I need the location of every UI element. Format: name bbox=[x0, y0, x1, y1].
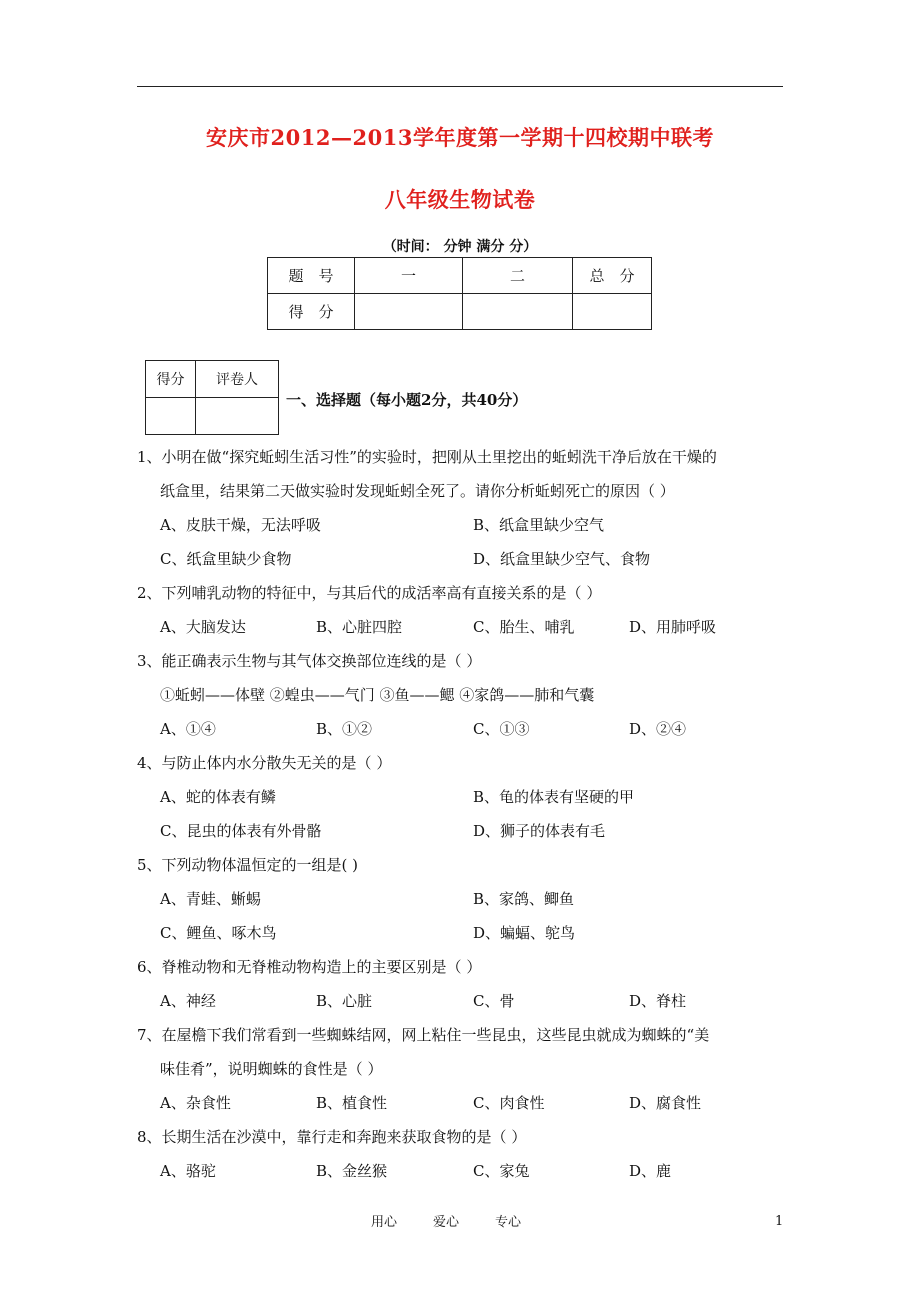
question-1-cont: 纸盒里，结果第二天做实验时发现蚯蚓全死了。请你分析蚯蚓死亡的原因（ ） bbox=[160, 482, 675, 500]
question-3-items: ①蚯蚓——体壁 ②蝗虫——气门 ③鱼——鳃 ④家鸽——肺和气囊 bbox=[160, 686, 595, 704]
question-2-option-b: B、心脏四腔 bbox=[316, 618, 403, 636]
score-header-cell: 题 号 bbox=[268, 258, 355, 294]
question-4-option-b: B、龟的体表有坚硬的甲 bbox=[473, 788, 635, 806]
score-header-cell: 一 bbox=[355, 258, 463, 294]
score-row-label: 得 分 bbox=[268, 294, 355, 330]
question-6: 6、脊椎动物和无脊椎动物构造上的主要区别是（ ） bbox=[137, 958, 482, 976]
page-number: 1 bbox=[775, 1214, 784, 1229]
section-title: 一、选择题（每小题2分，共40分） bbox=[286, 391, 528, 409]
question-7: 7、在屋檐下我们常看到一些蜘蛛结网，网上粘住一些昆虫，这些昆虫就成为蜘蛛的“美 bbox=[137, 1026, 710, 1044]
question-2-option-a: A、大脑发达 bbox=[160, 618, 246, 636]
question-5-option-a: A、青蛙、蜥蜴 bbox=[160, 890, 261, 908]
question-1-option-d: D、纸盒里缺少空气、食物 bbox=[473, 550, 651, 568]
question-5: 5、下列动物体温恒定的一组是( ) bbox=[137, 856, 359, 874]
header-rule bbox=[137, 86, 783, 87]
question-4: 4、与防止体内水分散失无关的是（ ） bbox=[137, 754, 392, 772]
exam-title: 安庆市2012—2013学年度第一学期十四校期中联考 bbox=[206, 125, 714, 150]
score-cell-empty[interactable] bbox=[463, 294, 573, 330]
question-3-option-b: B、①② bbox=[316, 720, 373, 738]
question-6-option-a: A、神经 bbox=[160, 992, 216, 1010]
grader-name-label: 评卷人 bbox=[196, 361, 279, 398]
question-3: 3、能正确表示生物与其气体交换部位连线的是（ ） bbox=[137, 652, 482, 670]
question-3-option-c: C、①③ bbox=[473, 720, 530, 738]
question-1-option-c: C、纸盒里缺少食物 bbox=[160, 550, 292, 568]
footer-motto-1: 用心 bbox=[371, 1215, 398, 1230]
exam-timing: （时间： 分钟 满分 分） bbox=[382, 239, 538, 255]
score-table-score-row bbox=[268, 294, 652, 330]
footer-motto-3: 专心 bbox=[495, 1215, 522, 1230]
question-5-option-b: B、家鸽、鲫鱼 bbox=[473, 890, 575, 908]
grader-table bbox=[145, 360, 279, 435]
exam-subtitle: 八年级生物试卷 bbox=[384, 187, 536, 212]
question-7-option-d: D、腐食性 bbox=[629, 1094, 702, 1112]
footer-motto-2: 爱心 bbox=[433, 1215, 460, 1230]
score-header-cell: 总 分 bbox=[573, 258, 652, 294]
question-8-option-a: A、骆驼 bbox=[160, 1162, 216, 1180]
question-8-option-c: C、家兔 bbox=[473, 1162, 530, 1180]
question-6-option-b: B、心脏 bbox=[316, 992, 373, 1010]
score-table-header-row bbox=[268, 258, 652, 294]
grader-score-cell[interactable] bbox=[146, 398, 196, 435]
question-3-option-a: A、①④ bbox=[160, 720, 216, 738]
question-7-option-c: C、肉食性 bbox=[473, 1094, 545, 1112]
question-2: 2、下列哺乳动物的特征中，与其后代的成活率高有直接关系的是（ ） bbox=[137, 584, 602, 602]
question-5-option-d: D、蝙蝠、鸵鸟 bbox=[473, 924, 576, 942]
score-cell-empty[interactable] bbox=[355, 294, 463, 330]
question-1: 1、小明在做“探究蚯蚓生活习性”的实验时，把刚从土里挖出的蚯蚓洗干净后放在干燥的 bbox=[137, 448, 717, 466]
question-5-option-c: C、鲤鱼、啄木鸟 bbox=[160, 924, 277, 942]
grader-score-label: 得分 bbox=[146, 361, 196, 398]
question-7-option-a: A、杂食性 bbox=[160, 1094, 231, 1112]
question-7-cont: 味佳肴”，说明蜘蛛的食性是（ ） bbox=[160, 1060, 383, 1078]
question-3-option-d: D、②④ bbox=[629, 720, 687, 738]
question-1-option-b: B、纸盒里缺少空气 bbox=[473, 516, 605, 534]
question-6-option-d: D、脊柱 bbox=[629, 992, 687, 1010]
question-2-option-c: C、胎生、哺乳 bbox=[473, 618, 575, 636]
question-4-option-d: D、狮子的体表有毛 bbox=[473, 822, 606, 840]
question-4-option-c: C、昆虫的体表有外骨骼 bbox=[160, 822, 322, 840]
score-table bbox=[267, 257, 652, 330]
grader-name-cell[interactable] bbox=[196, 398, 279, 435]
question-4-option-a: A、蛇的体表有鳞 bbox=[160, 788, 276, 806]
score-header-cell: 二 bbox=[463, 258, 573, 294]
question-8-option-b: B、金丝猴 bbox=[316, 1162, 388, 1180]
question-8: 8、长期生活在沙漠中，靠行走和奔跑来获取食物的是（ ） bbox=[137, 1128, 527, 1146]
question-6-option-c: C、骨 bbox=[473, 992, 515, 1010]
question-7-option-b: B、植食性 bbox=[316, 1094, 388, 1112]
question-1-option-a: A、皮肤干燥，无法呼吸 bbox=[160, 516, 321, 534]
question-8-option-d: D、鹿 bbox=[629, 1162, 672, 1180]
score-cell-empty[interactable] bbox=[573, 294, 652, 330]
question-2-option-d: D、用肺呼吸 bbox=[629, 618, 717, 636]
